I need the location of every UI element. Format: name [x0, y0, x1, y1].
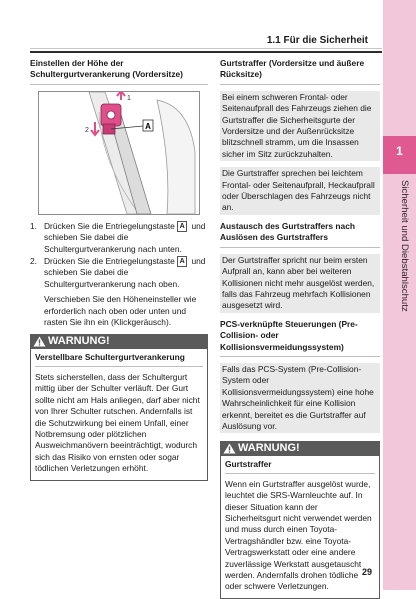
step-text-pre: Drücken Sie die Entriegelungstaste	[44, 256, 175, 267]
step-text-post: und schieben Sie dabei die Schultergurtverankerung nach oben.	[44, 256, 206, 289]
heading-rule	[220, 356, 380, 357]
replacement-paragraph: Der Gurtstraffer spricht nur beim ersten Aufprall an, kann aber bei weiteren Kollisionen nicht mehr ausgelöst werden, falls das Fahrzeug mehrfach Kollisionen ausgesetzt wird.	[220, 254, 380, 313]
seatbelt-anchor-illustration	[38, 91, 200, 215]
steps-list	[30, 221, 208, 290]
heading-rule	[220, 247, 380, 248]
button-a-key: A	[177, 221, 187, 232]
warning-title: WARNUNG!	[238, 442, 300, 455]
header-rule	[30, 51, 382, 53]
warning-rule	[225, 473, 375, 474]
step-text-pre: Drücken Sie die Entriegelungstaste	[44, 220, 175, 231]
heading-rule	[30, 84, 208, 85]
warning-title: WARNUNG!	[48, 335, 110, 348]
callout-2-label: 2	[85, 126, 89, 134]
adjust-note: Verschieben Sie den Höheneinsteller wie erforderlich nach oben oder unten und rasten Sie ihn ein (Klickgeräusch).	[44, 294, 197, 328]
warning-header	[220, 441, 380, 456]
button-a-key: A	[177, 256, 187, 267]
warning-text: Wenn ein Gurtstraffer ausgelöst wurde, leuchtet die SRS-Warnleuchte auf. In dieser Situation kann der Sicherheitsgurt nicht verwendet werden und muss durch einen Toyota-Vertragshändler bzw. eine Toyota-Vertragswerkstatt oder eine andere zuverlässige Werkstatt ausgetauscht werden. Andernfalls drohen tödliche oder schwere Verletzungen.	[225, 478, 372, 592]
section-title: 1.1 Für die Sicherheit	[266, 35, 368, 46]
right-column	[220, 58, 380, 599]
replacement-heading: Austausch des Gurtstraffers nach Auslösen des Gurtstraffers	[220, 220, 355, 243]
page-number: 29	[361, 567, 372, 577]
left-heading: Einstellen der Höhe der Schultergurtverankerung (Vordersitze)	[30, 58, 183, 80]
warning-subtitle: Verstellbare Schultergurtverankerung	[35, 352, 185, 363]
step-text-post: und schieben Sie dabei die Schultergurtverankerung nach unten.	[44, 220, 206, 254]
warning-header	[30, 334, 208, 349]
heading-rule	[220, 84, 380, 85]
pcs-heading: PCS-verknüpfte Steuerungen (Pre-Collision- oder Kollisionsvermeidungssystem)	[220, 318, 358, 352]
pcs-paragraph: Falls das PCS-System (Pre-Collision-System oder Kollisionsvermeidungssystem) eine hohe Wahrscheinlichkeit für eine Kollision erkennt, bereitet es die Gurtstraffer auf Auslösung vor.	[220, 363, 380, 433]
pretensioner-limits-paragraph: Die Gurtstraffer sprechen bei leichtem Frontal- oder Seitenaufprall, Heckaufprall oder Überschlagen des Fahrzeugs nicht an.	[220, 167, 380, 215]
chapter-number: 1	[396, 144, 403, 158]
left-column	[30, 58, 208, 481]
warning-box	[220, 456, 380, 598]
warning-subtitle: Gurtstraffer	[225, 459, 272, 470]
pretensioner-paragraph: Bei einem schweren Frontal- oder Seitenaufprall des Fahrzeugs ziehen die Gurtstraffer die Sicherheitsgurte der Vordersitze und der Außenrücksitze blitzschnell stramm, um die Insassen sicher im Sitz zurückzuhalten.	[220, 91, 380, 161]
callout-a-label: A	[145, 121, 151, 131]
chapter-label: Sicherheit und Diebstahlschutz	[399, 180, 410, 312]
pretensioner-heading: Gurtstraffer (Vordersitze und äußere Rücksitze)	[220, 58, 365, 80]
warning-triangle-icon	[223, 443, 236, 454]
header-rule-thin	[30, 48, 382, 49]
step-item	[30, 256, 208, 290]
warning-rule	[35, 366, 203, 367]
warning-box	[30, 349, 208, 480]
step-number: 1.	[30, 220, 37, 231]
step-number: 2.	[30, 256, 37, 267]
callout-1-label: 1	[127, 94, 131, 102]
step-item	[30, 221, 208, 255]
seatbelt-illustration-svg	[39, 92, 199, 214]
warning-text: Stets sicherstellen, dass der Schultergurt mittig über der Schulter verläuft. Der Gurt sollte nicht am Hals anliegen, darf aber nicht von Ihrer Schulter rutschen. Andernfalls ist die Schutzwirkung bei einem Unfall, einer Notbremsung oder plötzlichen Ausweichmanövern beeinträchtigt, wodurch sich das Risiko von ernsten oder sogar tödlichen Verletzungen erhöht.	[35, 371, 200, 474]
warning-triangle-icon	[33, 336, 46, 347]
